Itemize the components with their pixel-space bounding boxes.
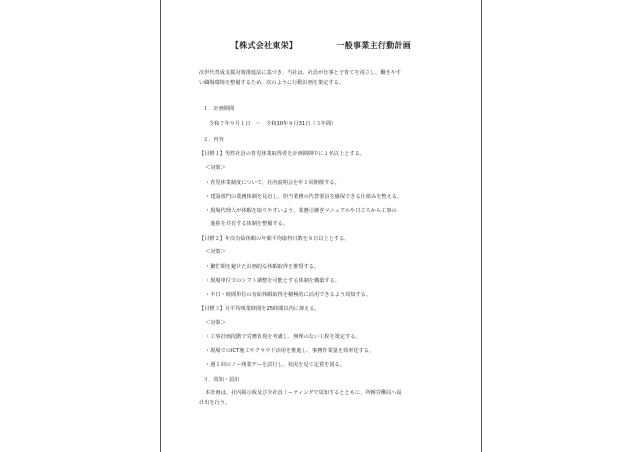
- intro-line-2: い職場環境を整備するため、次のように行動計画を策定する。: [199, 80, 345, 86]
- goal-1-measure-1: ・育児休業制度について、社内説明会を年１回開催する。: [205, 180, 340, 186]
- closing-line-1: 本計画は、社内掲示板及び全社員ミーティングで周知するとともに、所轄労働局へ届: [205, 390, 402, 396]
- goal-2-measure-3: ・半日・時間単位の有給休暇取得を積極的に活用できるよう周知する。: [205, 292, 372, 298]
- goal-2-measure-2: ・現場単位でのシフト調整を可能とする体制を構築する。: [205, 278, 340, 284]
- goal-3-label: 【目標３】月平均残業時間を25時間以内に抑える。: [199, 306, 320, 312]
- section-heading-content: ２．内容: [203, 137, 224, 143]
- intro-line-1: 次世代育成支援対策推進法に基づき、当社は、社員が仕事と子育てを両立し、働きやす: [199, 70, 402, 76]
- section-heading-period: １．計画期間: [203, 106, 235, 112]
- goal-1-measure-3-cont: 進捗を共有する体制を整備する。: [205, 221, 289, 227]
- goal-3-measure-2: ・現場でのICT施工やクラウド活用を推進し、事務作業量を効率化する。: [205, 348, 375, 354]
- goal-3-measures-label: ＜対策＞: [205, 320, 226, 326]
- company-name: 【株式会社東栄】: [230, 41, 298, 50]
- goal-3-measure-3: ・週１回のノー残業デーを試行し、状況を見て定着を図る。: [205, 362, 345, 368]
- goal-1-measure-3: ・現場代理人が休暇を取りやすいよう、業務引継ぎマニュアルや日ごろから工事の: [205, 208, 397, 214]
- goal-2-measures-label: ＜対策＞: [205, 249, 226, 255]
- goal-1-measures-label: ＜対策＞: [205, 165, 226, 171]
- goal-1-measure-2: ・建設部門の業務体制を見直し、担当業務の代替要員を確保できる仕組みを整える。: [205, 194, 403, 200]
- plan-period: 令和７年９月１日 ～ 令和10年８月31日（３年間）: [209, 121, 337, 127]
- goal-3-measure-1: ・工事計画段階で労務負荷を考慮し、無理のない工程を策定する。: [205, 334, 361, 340]
- plan-title: 一般事業主行動計画: [336, 41, 412, 50]
- document-page: [160, 0, 482, 452]
- goal-2-label: 【目標２】年次有給休暇の年間平均取得日数を８日以上とする。: [199, 236, 350, 242]
- section-heading-notice: ３．周知・届出: [203, 377, 240, 383]
- goal-2-measure-1: ・繁忙期を避けた計画的な休暇取得を推奨する。: [205, 264, 320, 270]
- closing-line-2: け出を行う。: [199, 400, 231, 406]
- document-title: [161, 40, 481, 51]
- goal-1-label: 【目標１】男性社員の育児休業取得者を計画期間中に１名以上とする。: [199, 151, 366, 157]
